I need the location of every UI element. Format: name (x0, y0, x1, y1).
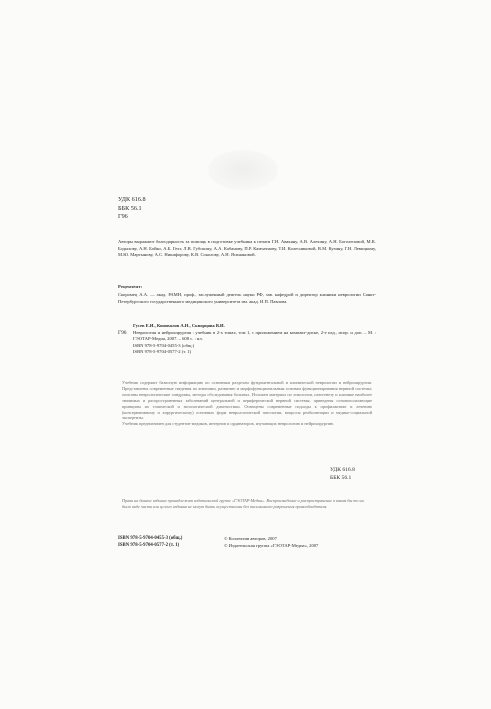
isbn-volume: ISBN 978-5-9704-0577-2 (т. 1) (118, 543, 180, 549)
isbn-list (118, 535, 182, 549)
copyright-authors: © Коллектив авторов, 2007 (224, 536, 277, 541)
bbk-code: ББК 56.1 (118, 204, 142, 212)
udk-code-bottom: УДК 616.8 (330, 467, 355, 473)
annotation (122, 380, 372, 427)
acknowledgements: Авторы выражают благодарность за помощь в подготовке учебника к печати Г.Н. Авакяну, А.В. Алехину, А.Н. Боголеповой, М.К. Бодыхову, А.Н. Бойко, А.Б. Гехт, Л.В. Губскому, А.А. Кабанову, П.Р. Камчатнову, Т.И. Колесниковой, В.М. Кузину, Г.Н. Левицкому, М.Ю. Мартынову, А.С. Никифорову, К.В. Соколову, А.Н. Ясинановой. (118, 239, 376, 258)
biblio-description: Неврология и нейрохирургия : учебник в 2-х томах, том 1, с приложением на компакт-диске, 2-е изд., испр. и доп. – М. : ГЭОТАР-Медиа, 2007. – 608 с. : ил. (133, 329, 376, 342)
udk-bbk-bottom (330, 467, 355, 482)
udk-code: УДК 616.8 (118, 196, 146, 203)
isbn-general: ISBN 978-5-9704-0455-3 (общ.) (118, 536, 183, 541)
rights-notice: Права на данное издание принадлежат издательской группе «ГЭОТАР-Медиа». Воспроизведение и распространение в каком бы то ни было виде части или целого издания не могут быть осуществлены без письменного разрешения правообладателя. (122, 498, 364, 509)
reviewers-text: Скоромец А.А. — акад. РАМН, проф., заслуженный деятель науки РФ, зав. кафедрой и директор клиники неврологии Санкт-Петербургского государственного медицинского университета им. акад. И.П. Павлова. (118, 292, 376, 304)
author-mark: Г96 (118, 213, 128, 221)
bbk-code-bottom: ББК 56.1 (330, 474, 352, 481)
biblio-authors: Гусев Е.И., Коновалов А.Н., Скворцова В.И. (133, 323, 225, 328)
copyright-publisher: © Издательская группа «ГЭОТАР-Медиа», 2007 (224, 543, 319, 549)
udk-bbk-top (118, 196, 198, 222)
annotation-paragraph-2: Учебник предназначен для студентов-медиков, интернов и ординаторов, изучающих неврологию и нейрохирургию. (122, 421, 335, 427)
catalog-mark: Г96 (118, 330, 127, 336)
bibliographic-record (133, 323, 376, 356)
biblio-isbn-general: ISBN 978-5-9704-0455-3 (общ.) (133, 342, 195, 348)
reviewers-heading: Рецензент: (118, 284, 143, 289)
paper-smudge (208, 150, 278, 190)
copyright-list (224, 535, 318, 549)
biblio-isbn-volume: ISBN 978-5-9704-0577-2 (т. 1) (133, 349, 192, 355)
annotation-paragraph-1: Учебник содержит базисную информацию по основным разделам фундаментальной и клинической неврологии и нейрохирургии. Представлены современные сведения по анатомии, развитию и морфофункциональным основам функционирования нервной системы; описаны неврологические синдромы, методы обследования больных. Изложен материал по этиологии, патогенезу и клинике наиболее значимых и распространенных заболеваний центральной и периферической нервной системы; приведены основополагающие принципы их топической и нозологической диагностики. Освещены современные подходы к профилактике и лечению (консервативному и хирургическому) основных форм неврологической патологии, вопросы реабилитации и медико-социальной экспертизы. (122, 380, 372, 421)
